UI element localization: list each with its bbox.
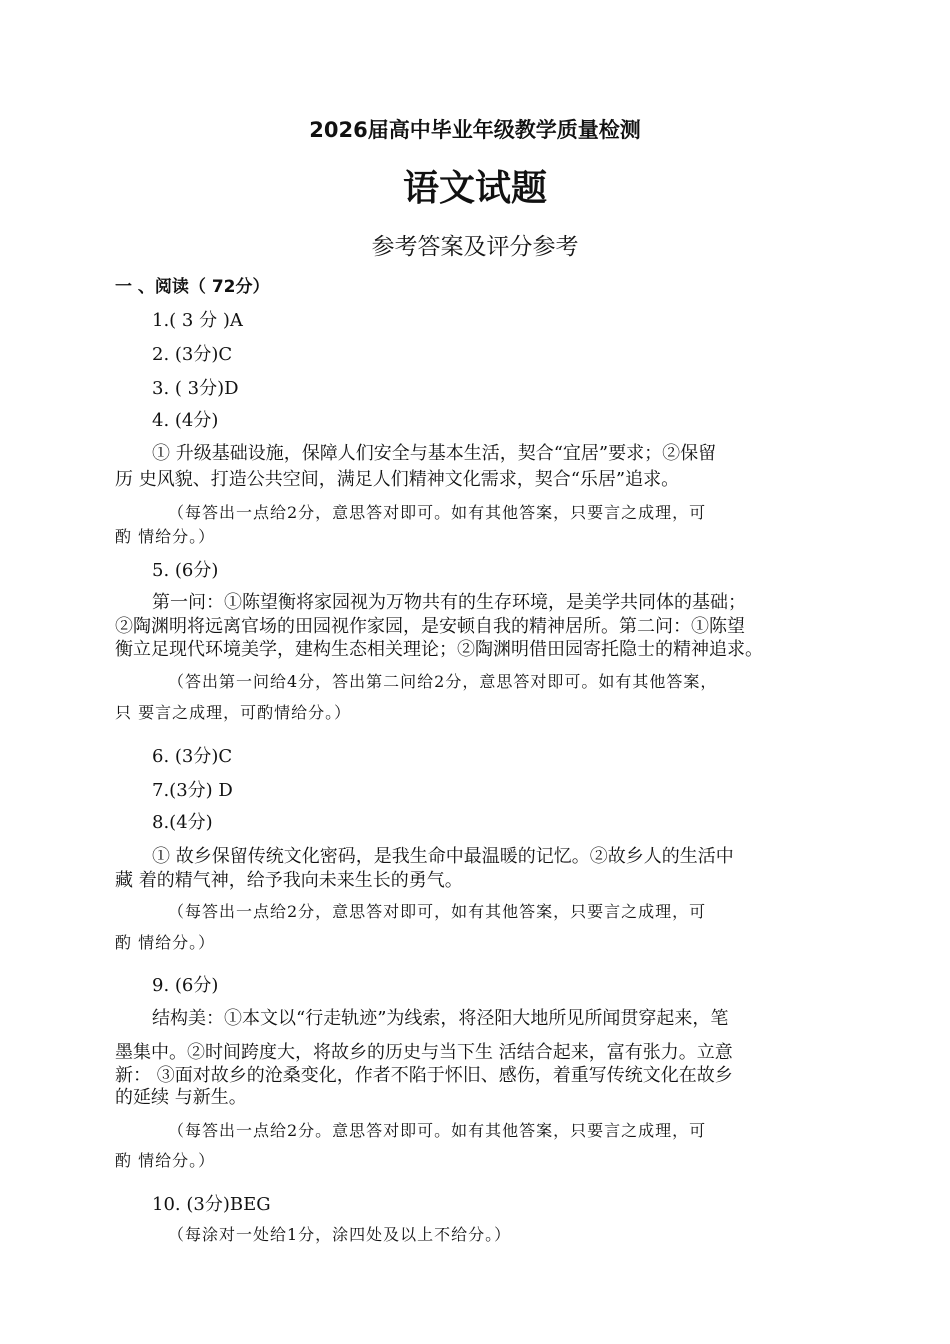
answer-q8: 8.(4分): [152, 812, 213, 833]
q5-answer-line: 衡立足现代环境美学，建构生态相关理论；②陶渊明借田园寄托隐士的精神追求。: [115, 639, 763, 660]
section-heading: 一 、阅读（ 72分）: [115, 277, 270, 297]
q9-answer-line: 的延续 与新生。: [115, 1087, 247, 1108]
q9-answer-line: 新： ③面对故乡的沧桑变化，作者不陷于怀旧、感伤，着重写传统文化在故乡: [115, 1065, 733, 1086]
q4-answer-line: 历 史风貌、打造公共空间，满足人们精神文化需求，契合“乐居”追求。: [115, 469, 680, 490]
q5-answer-line: 第一问：①陈望衡将家园视为万物共有的生存环境，是美学共同体的基础；: [152, 592, 746, 613]
subtitle: 参考答案及评分参考: [371, 234, 579, 260]
subject-title: 语文试题: [402, 167, 547, 209]
q4-scoring-note: 酌 情给分。）: [115, 527, 216, 546]
q9-answer-line: 结构美：①本文以“行走轨迹”为线索，将泾阳大地所见所闻贯穿起来，笔: [152, 1008, 729, 1029]
answer-q4: 4. (4分): [152, 410, 219, 431]
answer-q7: 7.(3分) D: [152, 780, 233, 801]
q8-scoring-note: （每答出一点给2分，意思答对即可，如有其他答案，只要言之成理，可: [168, 902, 707, 921]
answer-q10: 10. (3分)BEG: [152, 1194, 271, 1215]
q5-scoring-note: （答出第一问给4分，答出第二问给2分，意思答对即可。如有其他答案，: [168, 672, 718, 691]
exam-title: 2026届高中毕业年级教学质量检测: [309, 118, 641, 142]
q5-scoring-note: 只 要言之成理，可酌情给分。）: [115, 703, 352, 722]
answer-q6: 6. (3分)C: [152, 746, 233, 767]
q8-scoring-note: 酌 情给分。）: [115, 933, 216, 952]
q10-scoring-note: （每涂对一处给1分，涂四处及以上不给分。）: [168, 1225, 512, 1244]
q4-scoring-note: （每答出一点给2分，意思答对即可。如有其他答案，只要言之成理，可: [168, 503, 707, 522]
q9-scoring-note: 酌 情给分。）: [115, 1151, 216, 1170]
q8-answer-line: 藏 着的精气神，给予我向未来生长的勇气。: [115, 870, 463, 891]
q4-answer-line: ① 升级基础设施，保障人们安全与基本生活，契合“宜居”要求；②保留: [152, 443, 717, 464]
answer-q3: 3. ( 3分)D: [152, 378, 239, 399]
q8-answer-line: ① 故乡保留传统文化密码，是我生命中最温暖的记忆。②故乡人的生活中: [152, 846, 734, 867]
q5-answer-line: ②陶渊明将远离官场的田园视作家园，是安顿自我的精神居所。第二问：①陈望: [115, 616, 745, 637]
q9-answer-line: 墨集中。②时间跨度大，将故乡的历史与当下生 活结合起来，富有张力。立意: [115, 1042, 733, 1063]
q9-scoring-note: （每答出一点给2分。意思答对即可。如有其他答案，只要言之成理，可: [168, 1121, 707, 1140]
answer-q9: 9. (6分): [152, 975, 219, 996]
answer-q5: 5. (6分): [152, 560, 219, 581]
answer-q1: 1.( 3 分 )A: [152, 310, 243, 331]
answer-q2: 2. (3分)C: [152, 344, 233, 365]
